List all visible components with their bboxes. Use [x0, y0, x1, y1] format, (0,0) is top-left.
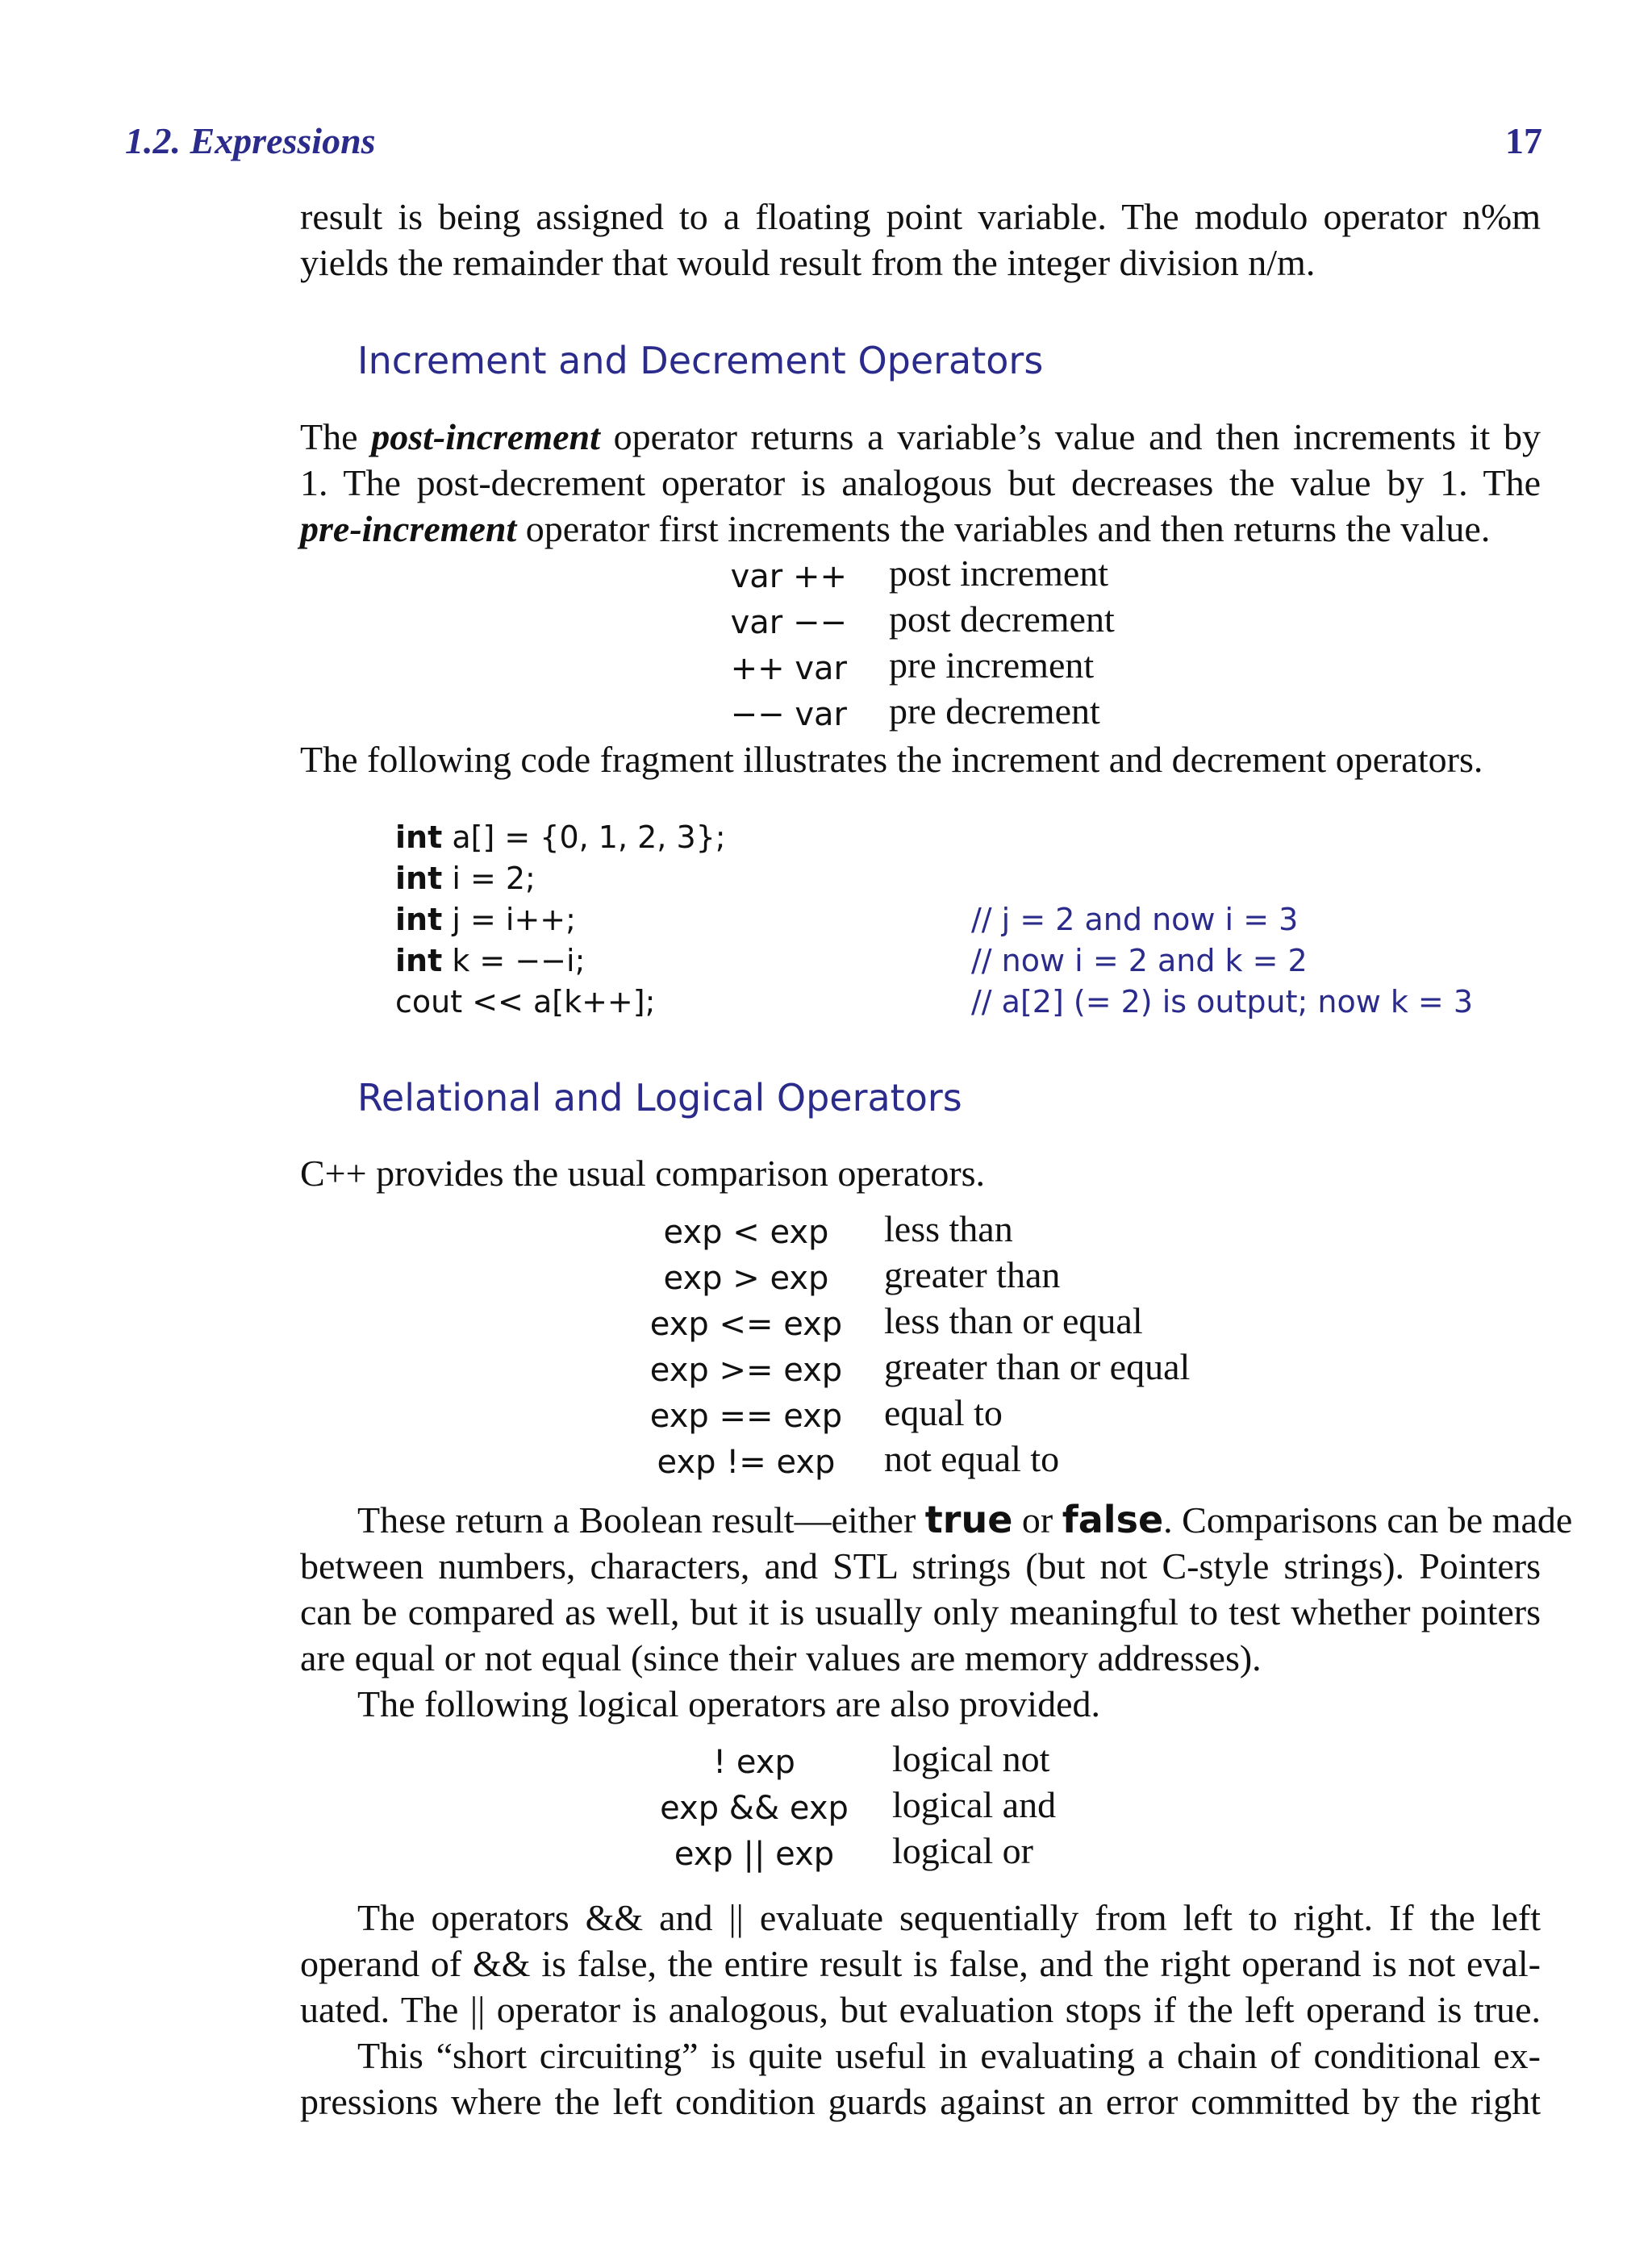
code-intro-line: The following code fragment illustrates the increment and decrement operators.: [300, 739, 1483, 780]
operator-cell: var −−: [730, 604, 847, 641]
operator-cell: exp || exp: [674, 1836, 835, 1873]
description-cell: less than or equal: [884, 1300, 1143, 1341]
operator-cell: ! exp: [713, 1744, 795, 1781]
operator-cell: −− var: [730, 696, 847, 733]
page-number: 17: [1505, 120, 1542, 161]
short-circuit-paragraph-line-1: This “short circuiting” is quite useful in evaluating a chain of conditional ex-: [357, 2035, 1541, 2076]
running-header-section: 1.2. Expressions: [125, 120, 376, 161]
increment-paragraph-line-3: pre-increment operator first increments the variables and then returns the value.: [300, 508, 1491, 549]
boolean-paragraph-line-1: These return a Boolean result—either true or false. Comparisons can be made: [357, 1498, 1573, 1541]
description-cell: logical and: [892, 1784, 1057, 1825]
code-line: int i = 2;: [395, 861, 536, 896]
increment-paragraph-line-2: 1. The post-decrement operator is analogous but decreases the value by 1. The: [300, 462, 1541, 503]
term-pre-increment: pre-increment: [300, 508, 517, 549]
description-cell: equal to: [884, 1392, 1003, 1433]
code-line: cout << a[k++];: [395, 984, 656, 1020]
operator-cell: exp < exp: [663, 1214, 829, 1251]
increment-paragraph-line-1: The post-increment operator returns a variable’s value and then increments it by: [300, 416, 1541, 457]
operator-cell: exp <= exp: [649, 1306, 843, 1343]
description-cell: greater than or equal: [884, 1346, 1191, 1387]
term-post-increment: post-increment: [371, 416, 600, 457]
operator-cell: ++ var: [730, 650, 847, 687]
evaluation-paragraph-line-1: The operators && and || evaluate sequentially from left to right. If the left: [357, 1897, 1541, 1938]
intro-line-2: yields the remainder that would result from the integer division n/m.: [300, 242, 1316, 283]
code-line: int a[] = {0, 1, 2, 3};: [395, 819, 726, 855]
description-cell: logical not: [892, 1738, 1050, 1779]
section-heading-increment: Increment and Decrement Operators: [357, 339, 1044, 382]
operator-cell: exp && exp: [660, 1790, 849, 1827]
keyword-false: false: [1062, 1498, 1164, 1541]
section-heading-relational: Relational and Logical Operators: [357, 1076, 962, 1120]
code-line: int k = −−i;: [395, 943, 586, 978]
evaluation-paragraph-line-3: uated. The || operator is analogous, but evaluation stops if the left operand is true.: [300, 1989, 1541, 2030]
description-cell: less than: [884, 1208, 1013, 1249]
code-comment: // now i = 2 and k = 2: [971, 943, 1308, 978]
operator-cell: exp >= exp: [649, 1352, 843, 1389]
operator-cell: exp == exp: [649, 1398, 843, 1435]
boolean-paragraph-line-4: are equal or not equal (since their values are memory addresses).: [300, 1637, 1262, 1678]
boolean-paragraph-line-3: can be compared as well, but it is usually only meaningful to test whether pointers: [300, 1591, 1541, 1632]
code-comment: // a[2] (= 2) is output; now k = 3: [971, 984, 1474, 1020]
description-cell: pre increment: [889, 644, 1095, 686]
description-cell: greater than: [884, 1254, 1061, 1295]
operator-cell: exp > exp: [663, 1260, 829, 1297]
relational-intro-line: C++ provides the usual comparison operators.: [300, 1153, 986, 1194]
description-cell: not equal to: [884, 1438, 1060, 1479]
code-comment: // j = 2 and now i = 3: [971, 902, 1299, 937]
keyword-true: true: [924, 1498, 1013, 1541]
short-circuit-paragraph-line-2: pressions where the left condition guards against an error committed by the right: [300, 2081, 1541, 2122]
description-cell: pre decrement: [889, 690, 1100, 732]
boolean-paragraph-line-2: between numbers, characters, and STL strings (but not C-style strings). Pointers: [300, 1545, 1541, 1587]
intro-line-1: result is being assigned to a floating point variable. The modulo operator n%m: [300, 196, 1541, 237]
operator-cell: exp != exp: [657, 1444, 836, 1481]
logical-intro-line: The following logical operators are also provided.: [357, 1683, 1100, 1724]
code-line: int j = i++;: [395, 902, 576, 937]
operator-cell: var ++: [730, 558, 847, 595]
description-cell: post decrement: [889, 598, 1115, 640]
description-cell: post increment: [889, 552, 1109, 594]
evaluation-paragraph-line-2: operand of && is false, the entire result is false, and the right operand is not eval-: [300, 1943, 1541, 1984]
description-cell: logical or: [892, 1830, 1033, 1871]
